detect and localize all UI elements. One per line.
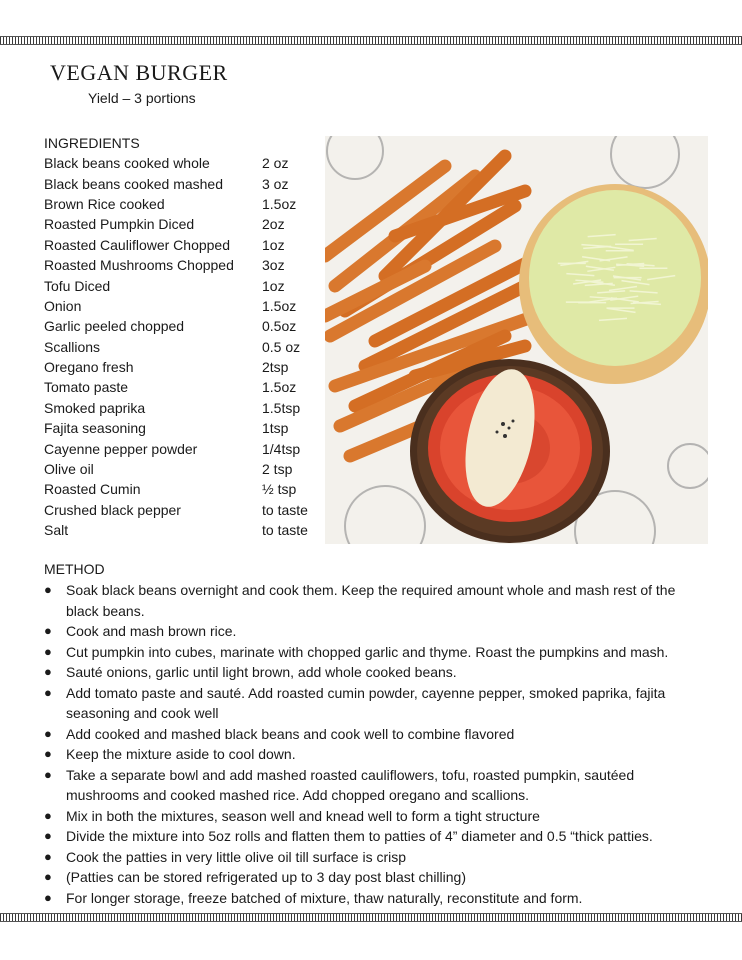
burger-photo xyxy=(325,136,708,544)
method-step-text: Cook the patties in very little olive oil till surface is crisp xyxy=(66,848,407,865)
ingredient-row xyxy=(44,337,314,357)
ingredient-quantity: to taste xyxy=(262,522,308,539)
ingredient-name: Roasted Mushrooms Chopped xyxy=(44,257,234,274)
bullet-icon: ● xyxy=(44,889,52,905)
ingredient-name: Oregano fresh xyxy=(44,359,134,376)
ingredient-quantity: 0.5 oz xyxy=(262,338,301,355)
ingredient-quantity: 1oz xyxy=(262,236,285,253)
ingredient-row xyxy=(44,520,314,540)
bullet-icon: ● xyxy=(44,684,52,700)
ingredient-quantity: 2oz xyxy=(262,216,285,233)
ingredient-quantity: 3oz xyxy=(262,257,285,274)
method-step xyxy=(44,765,704,806)
ingredient-name: Tomato paste xyxy=(44,379,129,396)
ingredient-name: Black beans cooked whole xyxy=(44,155,210,172)
method-step xyxy=(44,847,704,868)
bullet-icon: ● xyxy=(44,623,52,638)
ingredient-name: Brown Rice cooked xyxy=(44,195,165,212)
method-step-text: Soak black beans overnight and cook them. Keep the required amount whole and mash rest of the black beans. xyxy=(66,582,676,619)
recipe-yield: Yield – 3 portions xyxy=(88,90,196,106)
method-step xyxy=(44,724,704,745)
bullet-icon: ● xyxy=(44,643,52,659)
ingredient-row xyxy=(44,500,314,520)
ingredient-row xyxy=(44,377,314,397)
ingredient-name: Roasted Cumin xyxy=(44,481,141,498)
ingredient-quantity: 1oz xyxy=(262,277,285,294)
ingredient-quantity: to taste xyxy=(262,501,308,518)
ingredient-name: Garlic peeled chopped xyxy=(44,318,185,335)
method-step-text: (Patties can be stored refrigerated up to 3 day post blast chilling) xyxy=(66,869,466,885)
ingredient-quantity: 1.5oz xyxy=(262,297,297,314)
bullet-icon: ● xyxy=(44,582,52,597)
ingredient-row xyxy=(44,275,314,295)
method-step-text: Cook and mash brown rice. xyxy=(66,623,237,639)
ingredient-name: Scallions xyxy=(44,338,101,355)
ingredient-name: Cayenne pepper powder xyxy=(44,440,198,457)
ingredient-quantity: 1.5tsp xyxy=(262,399,301,416)
bullet-icon: ● xyxy=(44,828,52,843)
method-step-text: Add tomato paste and sauté. Add roasted cumin powder, cayenne pepper, smoked paprika, fajita seasoning and cook well xyxy=(66,684,666,721)
method-step xyxy=(44,826,704,847)
method-step xyxy=(44,888,704,909)
ingredient-quantity: 2tsp xyxy=(262,359,289,376)
ingredient-quantity: 2 oz xyxy=(262,155,289,172)
recipe-title: VEGAN BURGER xyxy=(50,60,228,85)
bullet-icon: ● xyxy=(44,664,52,679)
method-step xyxy=(44,683,704,724)
method-heading: METHOD xyxy=(44,561,105,577)
ingredient-row xyxy=(44,173,314,193)
ingredient-name: Crushed black pepper xyxy=(44,501,181,518)
method-step xyxy=(44,621,704,642)
method-step xyxy=(44,806,704,827)
ingredient-row xyxy=(44,357,314,377)
ingredient-row xyxy=(44,296,314,316)
bullet-icon: ● xyxy=(44,848,52,864)
ingredient-row xyxy=(44,235,314,255)
bullet-icon: ● xyxy=(44,746,52,761)
method-step xyxy=(44,642,704,663)
ingredient-row xyxy=(44,459,314,479)
ingredient-row xyxy=(44,438,314,458)
method-step xyxy=(44,867,704,888)
ingredient-quantity: 1.5oz xyxy=(262,379,297,396)
ingredient-name: Salt xyxy=(44,522,69,539)
ingredient-name: Tofu Diced xyxy=(44,277,111,294)
ingredient-row xyxy=(44,479,314,499)
method-step xyxy=(44,580,704,621)
ingredient-quantity: 3 oz xyxy=(262,175,289,192)
ingredient-row xyxy=(44,398,314,418)
method-step-text: For longer storage, freeze batched of mixture, thaw naturally, reconstitute and form. xyxy=(66,889,583,906)
bullet-icon: ● xyxy=(44,807,52,823)
method-step-text: Mix in both the mixtures, season well and knead well to form a tight structure xyxy=(66,807,540,824)
ingredient-quantity: 1tsp xyxy=(262,420,289,437)
ingredient-row xyxy=(44,153,314,173)
method-step-text: Keep the mixture aside to cool down. xyxy=(66,746,296,762)
method-step xyxy=(44,744,704,765)
ingredient-name: Fajita seasoning xyxy=(44,420,146,437)
bullet-icon: ● xyxy=(44,725,52,741)
method-step-text: Sauté onions, garlic until light brown, add whole cooked beans. xyxy=(66,664,457,680)
bullet-icon: ● xyxy=(44,766,52,782)
method-list xyxy=(44,580,704,908)
ingredients-heading: INGREDIENTS xyxy=(44,135,140,151)
ingredient-row xyxy=(44,418,314,438)
method-step-text: Divide the mixture into 5oz rolls and flatten them to patties of 4” diameter and 0.5 “thick patties. xyxy=(66,828,653,844)
ingredient-name: Olive oil xyxy=(44,461,94,478)
ingredient-name: Smoked paprika xyxy=(44,399,146,416)
method-step xyxy=(44,662,704,683)
ingredient-name: Onion xyxy=(44,297,82,314)
ingredient-name: Roasted Cauliflower Chopped xyxy=(44,236,230,253)
ingredient-quantity: 0.5oz xyxy=(262,318,297,335)
ingredient-quantity: 2 tsp xyxy=(262,461,293,478)
ingredient-quantity: ½ tsp xyxy=(262,481,297,498)
ingredient-name: Roasted Pumpkin Diced xyxy=(44,216,195,233)
ingredient-row xyxy=(44,214,314,234)
method-step-text: Add cooked and mashed black beans and cook well to combine flavored xyxy=(66,725,515,742)
ingredient-row xyxy=(44,316,314,336)
method-step-text: Take a separate bowl and add mashed roasted cauliflowers, tofu, roasted pumpkin, sautéed mushrooms and cooked mashed rice. Add chopped oregano and scallions. xyxy=(66,766,635,803)
ingredient-row xyxy=(44,255,314,275)
bottom-border-rule xyxy=(0,913,742,922)
bullet-icon: ● xyxy=(44,869,52,884)
ingredients-list xyxy=(44,153,314,540)
ingredient-name: Black beans cooked mashed xyxy=(44,175,223,192)
method-step-text: Cut pumpkin into cubes, marinate with chopped garlic and thyme. Roast the pumpkins and mash. xyxy=(66,643,669,660)
ingredient-quantity: 1.5oz xyxy=(262,195,297,212)
ingredient-row xyxy=(44,194,314,214)
top-border-rule xyxy=(0,36,742,45)
ingredient-quantity: 1/4tsp xyxy=(262,440,301,457)
